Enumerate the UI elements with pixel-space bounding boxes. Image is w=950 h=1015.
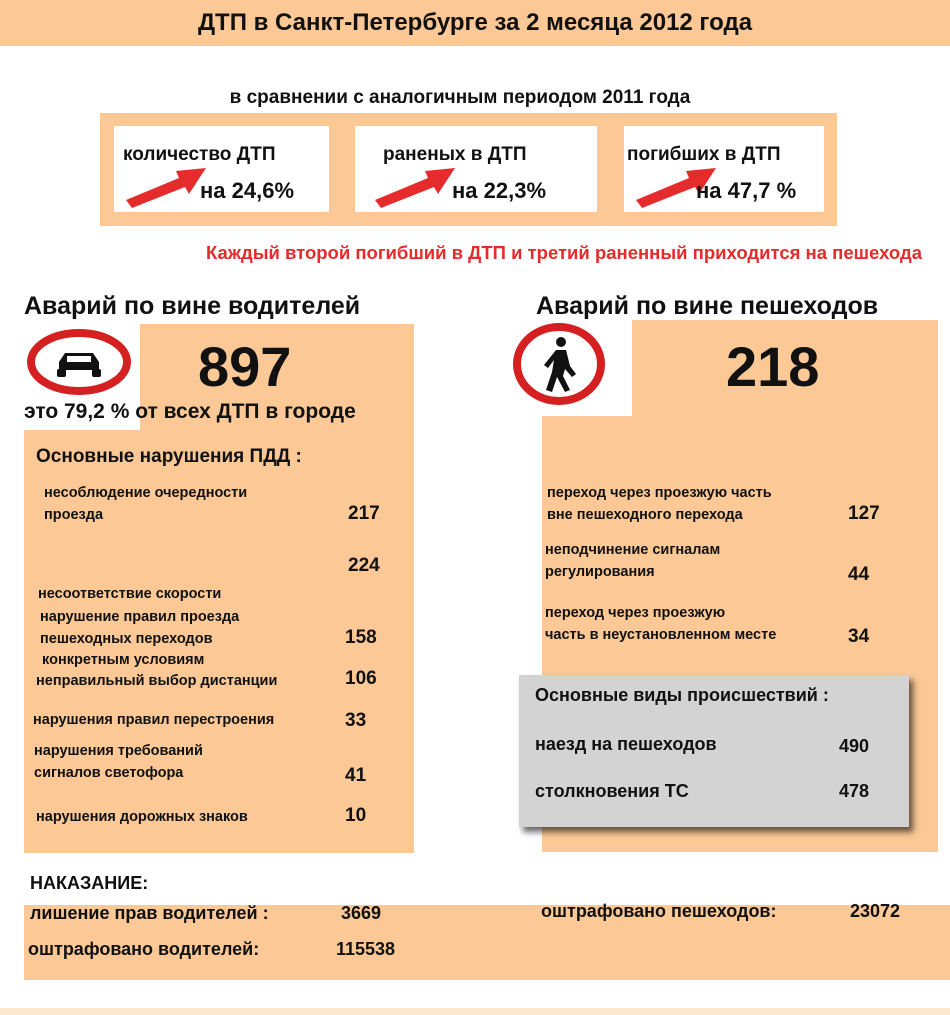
up-arrow-icon	[373, 164, 457, 208]
violation-row-label: неправильный выбор дистанции	[36, 673, 278, 689]
incident-label: наезд на пешеходов	[535, 734, 717, 754]
stat-card-injured	[355, 126, 597, 212]
up-arrow-icon	[124, 164, 208, 208]
pedestrians-count: 218	[726, 335, 820, 398]
violations-title: Основные нарушения ПДД :	[36, 446, 302, 467]
violation-row-label: несоответствие скорости конкретным условиям	[38, 586, 222, 668]
violation-row-value: 127	[848, 503, 880, 524]
incident-label: столкновения ТС	[535, 781, 689, 801]
stat-value: на 47,7 %	[696, 178, 797, 203]
violation-row-label: нарушения требований сигналов светофора	[34, 743, 203, 781]
violation-row-value: 34	[848, 626, 870, 647]
comparison-title: в сравнении с аналогичным периодом 2011 года	[229, 87, 691, 108]
violation-row-value: 224	[348, 555, 380, 576]
drivers-fined-value: 115538	[336, 939, 396, 959]
comparison-panel	[100, 113, 837, 226]
drivers-count: 897	[198, 335, 292, 398]
pedestrians-title: Аварий по вине пешеходов	[536, 292, 879, 320]
stat-card-accidents	[114, 126, 329, 212]
penalties-title: НАКАЗАНИЕ:	[30, 873, 149, 893]
stat-label: погибших в ДТП	[627, 144, 781, 165]
violation-row-value: 217	[348, 503, 380, 524]
violation-row-label: нарушение правил проезда пешеходных переходов	[40, 609, 240, 647]
violation-row-label: неподчинение сигналам регулирования	[545, 542, 721, 580]
pedestrians-fined-value: 23072	[850, 901, 901, 921]
stat-card-killed	[624, 126, 824, 212]
license-label: лишение прав водителей :	[30, 903, 269, 923]
violation-row-label: нарушения дорожных знаков	[36, 809, 248, 825]
stat-value: на 22,3%	[452, 178, 547, 203]
violation-row-value: 41	[345, 765, 367, 786]
incident-value: 490	[839, 736, 870, 756]
violation-row-value: 33	[345, 710, 367, 731]
drivers-fined-label: оштрафовано водителей:	[28, 939, 260, 959]
no-pedestrians-sign-icon	[512, 322, 606, 406]
pedestrian-alert: Каждый второй погибший в ДТП и третий раненный приходится на пешехода	[206, 242, 922, 263]
license-value: 3669	[341, 903, 382, 923]
footer-strip	[0, 1008, 950, 1015]
pedestrians-fined-label: оштрафовано пешеходов:	[541, 901, 777, 921]
stat-value: на 24,6%	[200, 178, 295, 203]
violation-row-value: 106	[345, 668, 377, 689]
violation-row-value: 44	[848, 564, 870, 585]
incidents-box	[519, 675, 909, 827]
stat-label: количество ДТП	[123, 144, 276, 165]
violation-row-label: переход через проезжую часть в неустановленном месте	[545, 605, 777, 643]
incidents-title: Основные виды происшествий :	[535, 685, 829, 705]
stat-label: раненых в ДТП	[383, 144, 527, 165]
page-title: ДТП в Санкт-Петербурге за 2 месяца 2012 года	[197, 9, 753, 36]
drivers-title: Аварий по вине водителей	[24, 292, 361, 320]
header-bar	[0, 0, 950, 46]
drivers-share: это 79,2 % от всех ДТП в городе	[24, 400, 356, 423]
violation-row-label: переход через проезжую часть вне пешеходного перехода	[547, 485, 772, 523]
violation-row-label: нарушения правил перестроения	[33, 712, 275, 728]
violation-row-value: 158	[345, 627, 377, 648]
violation-row-label: несоблюдение очередности проезда	[44, 485, 248, 523]
no-cars-sign-icon	[26, 329, 132, 395]
incident-value: 478	[839, 781, 870, 801]
violation-row-value: 10	[345, 805, 367, 826]
